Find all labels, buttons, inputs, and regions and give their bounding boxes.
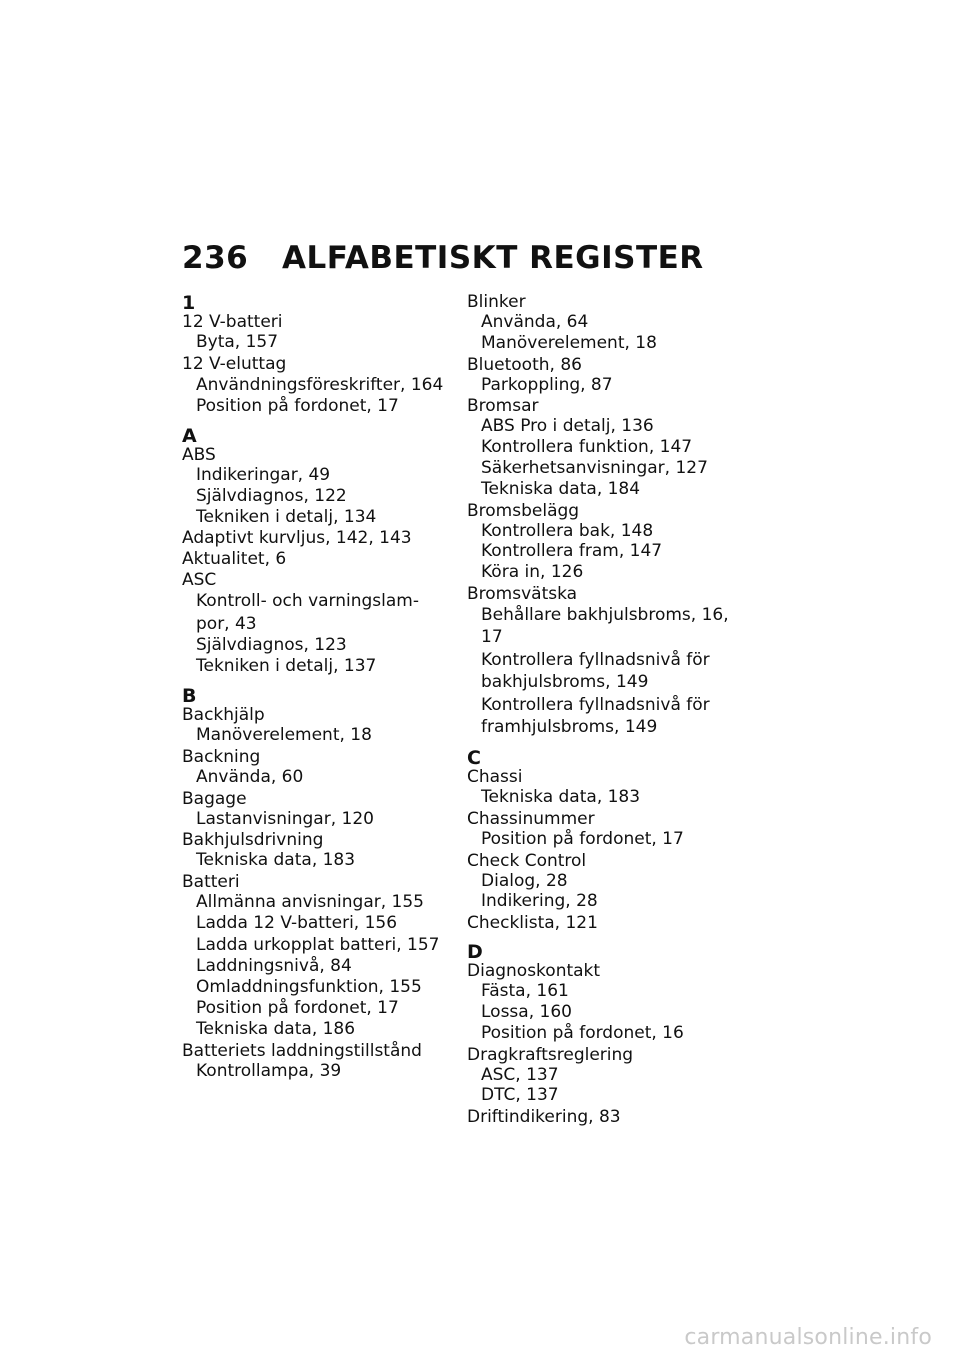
index-subentry: Kontrollampa, 39 bbox=[196, 1060, 342, 1081]
index-subentry: Ladda urkopplat batteri, 157 bbox=[196, 934, 440, 955]
index-subentry: Tekniska data, 183 bbox=[196, 850, 356, 871]
index-subentry: Användningsföreskrifter, 164 bbox=[196, 374, 444, 395]
index-section bbox=[467, 293, 729, 739]
index-term: Blinker bbox=[467, 292, 526, 312]
index-term: Dragkraftsreglering bbox=[467, 1044, 634, 1065]
index-subentry: Självdiagnos, 123 bbox=[196, 635, 347, 656]
index-term: Driftindikering, 83 bbox=[467, 1107, 621, 1128]
page-title: ALFABETISKT REGISTER bbox=[282, 240, 704, 276]
index-subentry: Position på fordonet, 17 bbox=[481, 828, 684, 849]
index-subentry: Indikering, 28 bbox=[481, 891, 598, 912]
index-term: Adaptivt kurvljus, 142, 143 bbox=[182, 528, 412, 549]
section-letter: B bbox=[182, 685, 197, 708]
index-subentry: Lossa, 160 bbox=[481, 1001, 572, 1022]
index-subentry: Position på fordonet, 17 bbox=[196, 396, 399, 417]
index-subentry: ASC, 137 bbox=[481, 1064, 559, 1085]
index-subentry: Behållare bakhjulsbroms, 16, 17 bbox=[481, 604, 729, 648]
index-subentry: Allmänna anvisningar, 155 bbox=[196, 892, 424, 913]
index-subentry: Kontrollera fyllnadsnivå för framhjulsbroms, 149 bbox=[481, 694, 710, 738]
index-subentry: Lastanvisningar, 120 bbox=[196, 808, 374, 829]
index-subentry: Tekniken i detalj, 134 bbox=[196, 506, 377, 527]
index-term: Bromsbelägg bbox=[467, 500, 580, 521]
index-section bbox=[182, 686, 444, 1081]
index-subentry: Dialog, 28 bbox=[481, 870, 568, 891]
index-subentry: Använda, 64 bbox=[481, 312, 589, 332]
index-term: Batteriets laddningstillstånd bbox=[182, 1040, 422, 1061]
index-subentry: Kontrollera fyllnadsnivå för bakhjulsbroms, 149 bbox=[481, 649, 710, 693]
index-term: Bakhjulsdrivning bbox=[182, 830, 324, 851]
index-subentry: Tekniska data, 183 bbox=[481, 786, 641, 807]
index-subentry: Kontroll- och varningslam-por, 43 bbox=[196, 591, 419, 634]
section-letter: C bbox=[467, 746, 481, 769]
index-subentry: Byta, 157 bbox=[196, 332, 279, 352]
index-subentry: ABS Pro i detalj, 136 bbox=[481, 416, 654, 437]
index-subentry: Använda, 60 bbox=[196, 766, 304, 787]
index-column-right bbox=[467, 293, 729, 1134]
index-term: Bagage bbox=[182, 788, 247, 809]
index-subentry: Tekniken i detalj, 137 bbox=[196, 656, 377, 677]
index-subentry: Köra in, 126 bbox=[481, 562, 584, 583]
index-subentry: Parkoppling, 87 bbox=[481, 374, 613, 395]
page-number: 236 bbox=[182, 240, 249, 276]
index-term: Checklista, 121 bbox=[467, 913, 598, 934]
index-section bbox=[467, 748, 729, 933]
index-subentry: Laddningsnivå, 84 bbox=[196, 956, 352, 977]
index-term: Bromsar bbox=[467, 396, 539, 417]
index-term: Chassinummer bbox=[467, 808, 595, 829]
index-term: Chassi bbox=[467, 766, 523, 787]
index-term: Diagnoskontakt bbox=[467, 961, 601, 982]
index-term: 12 V-batteri bbox=[182, 312, 283, 332]
index-term: Bromsvätska bbox=[467, 583, 578, 604]
index-subentry: DTC, 137 bbox=[481, 1085, 559, 1106]
index-subentry: Ladda 12 V-batteri, 156 bbox=[196, 913, 398, 934]
index-subentry: Kontrollera fram, 147 bbox=[481, 541, 663, 562]
index-subentry: Självdiagnos, 122 bbox=[196, 485, 347, 506]
watermark: carmanualsonline.info bbox=[684, 1325, 932, 1350]
index-column-left bbox=[182, 293, 444, 1088]
index-subentry: Indikeringar, 49 bbox=[196, 465, 331, 486]
index-subentry: Fästa, 161 bbox=[481, 981, 569, 1002]
index-term: ABS bbox=[182, 445, 216, 466]
index-term: Batteri bbox=[182, 872, 240, 893]
index-subentry: Tekniska data, 186 bbox=[196, 1018, 356, 1039]
index-subentry: Position på fordonet, 17 bbox=[196, 997, 399, 1018]
page-header bbox=[182, 240, 704, 276]
index-section bbox=[467, 942, 729, 1127]
index-section bbox=[182, 293, 444, 417]
index-subentry: Omladdningsfunktion, 155 bbox=[196, 977, 422, 998]
section-letter: A bbox=[182, 425, 197, 448]
section-letter: D bbox=[467, 941, 483, 964]
index-subentry: Manöverelement, 18 bbox=[196, 725, 372, 746]
index-term: Aktualitet, 6 bbox=[182, 549, 287, 570]
index-section bbox=[182, 426, 444, 677]
index-subentry: Kontrollera bak, 148 bbox=[481, 520, 654, 541]
index-subentry: Kontrollera funktion, 147 bbox=[481, 437, 693, 458]
index-subentry: Säkerhetsanvisningar, 127 bbox=[481, 457, 708, 478]
index-term: Backhjälp bbox=[182, 705, 265, 726]
index-subentry: Tekniska data, 184 bbox=[481, 478, 641, 499]
index-term: Check Control bbox=[467, 850, 587, 871]
index-subentry: Position på fordonet, 16 bbox=[481, 1022, 684, 1043]
index-term: ASC bbox=[182, 570, 217, 591]
index-term: Bluetooth, 86 bbox=[467, 354, 582, 375]
index-term: Backning bbox=[182, 746, 261, 767]
index-subentry: Manöverelement, 18 bbox=[481, 332, 657, 353]
index-term: 12 V-eluttag bbox=[182, 353, 287, 374]
section-letter: 1 bbox=[182, 292, 196, 314]
